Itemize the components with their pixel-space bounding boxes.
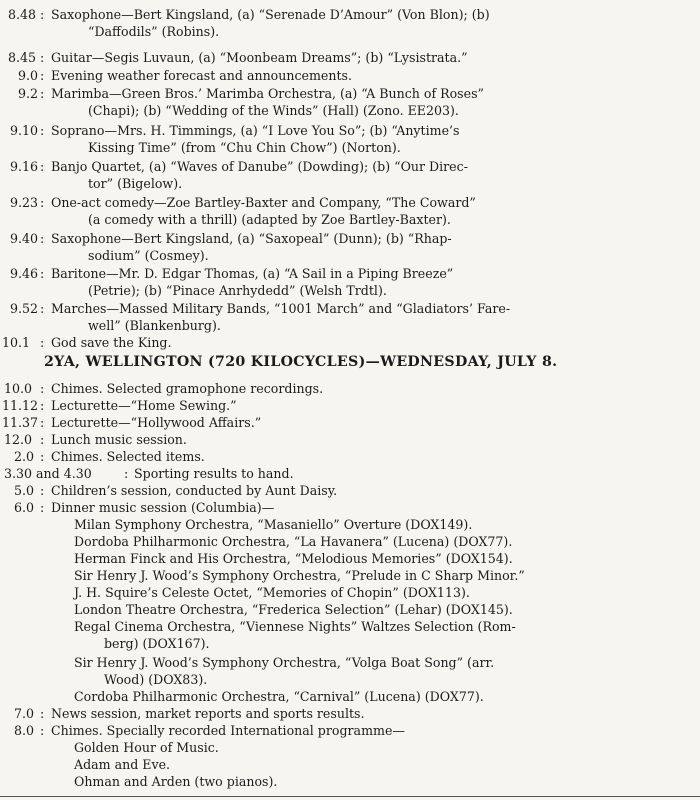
program-page: 8.48 : Saxophone—Bert Kingsland, (a) “Serenade D’Amour” (Von Blon); (b) “Daffodils” (Robins). 8.45 : Guitar—Segis Luvaun, (a) “Moonbeam Dreams”; (b) “Lysistrata.” 9.0 : Evening weather forecast and announcements. 9.2 : Marimba—Green Bros.’ Marimba Orchestra, (a) “A Bunch of Roses” (Chapi); (b) “Wedding of the Winds” (Hall) (Zono. EE203). 9.10 : Soprano—Mrs. H. Timmings, (a) “I Love You So”; (b) “Anytime’s Kissing Time” (from “Chu Chin Chow”) (Norton). 9.16 : Banjo Quartet, (a) “Waves of Danube” (Dowding); (b) “Our Direc- tor” (Bigelow). 9.23 : One-act comedy—Zoe Bartley-Baxter and Company, “The Coward” (a comedy with a thrill) (adapted by Zoe Bartley-Baxter). 9.40 : Saxophone—Bert Kingsland, (a) “Saxopeal” (Dunn); (b) “Rhap- sodium” (Cosmey). 9.46 : Baritone—Mr. D. Edgar Thomas, (a) “A Sail in a Piping Breeze” (Petrie); (b) “Pinace Anrhydedd” (Welsh Trdtl). 9.52 : Marches—Massed Military Bands, “1001 March” and “Gladiators’ Fare- well” (Blankenburg). 10.1 : God save the King. 2YA, WELLINGTON (720 KILOCYCLES)—WEDNESDAY, JULY 8. 10.0 : Chimes. Selected gramophone recordings. 11.12 : Lecturette—“Home Sewing.” 11.37 : Lecturette—“Hollywood Affairs.” 12.0 : Lunch music session. 2.0 : Chimes. Selected items. 3.30 and 4.30 : Sporting results to hand. 5.0 : Children’s session, conducted by Aunt Daisy. 6.0 : Dinner music session (Columbia)— Milan Symphony Orchestra, “Masaniello” Overture (DOX149). Dordoba Philharmonic Orchestra, “La Havanera” (Lucena) (DOX77). Herman Finck and His Orchestra, “Melodious Memories” (DOX154). Sir Henry J. Wood’s Symphony Orchestra, “Prelude in C Sharp Minor.” J. H. Squire’s Celeste Octet, “Memories of Chopin” (DOX113). London Theatre Orchestra, “Frederica Selection” (Lehar) (DOX145). Regal Cinema Orchestra, “Viennese Nights” Waltzes Selection (Rom- berg) (DOX167). Sir Henry J. Wood’s Symphony Orchestra, “Volga Boat Song” (arr. Wood) (DOX83). Cordoba Philharmonic Orchestra, “Carnival” (Lucena) (DOX77). 7.0 : News session, market reports and sports results. 8.0 : Chimes. Specially recorded International programme— Golden Hour of Music. Adam and Eve. Ohman and Arden (two pianos). (0, 0, 700, 800)
entry-text-cont: well” (Blankenburg). (88, 318, 221, 333)
entry-text: Marimba—Green Bros.’ Marimba Orchestra, (a) “A Bunch of Roses” (51, 86, 484, 101)
dinner-item: Milan Symphony Orchestra, “Masaniello” Overture (DOX149). (74, 517, 473, 532)
entry-text: Soprano—Mrs. H. Timmings, (a) “I Love You So”; (b) “Anytime’s (51, 123, 460, 138)
dinner-item: Regal Cinema Orchestra, “Viennese Nights” Waltzes Selection (Rom- (74, 619, 516, 634)
entry-text: Dinner music session (Columbia)— (51, 500, 275, 515)
entry-text: Chimes. Selected items. (51, 449, 205, 464)
dinner-item: Dordoba Philharmonic Orchestra, “La Havanera” (Lucena) (DOX77). (74, 534, 513, 549)
entry-text: Evening weather forecast and announcements. (51, 68, 353, 83)
station-heading: 2YA, WELLINGTON (720 KILOCYCLES)—WEDNESDAY, JULY 8. (44, 354, 558, 370)
entry-text-cont: “Daffodils” (Robins). (88, 24, 220, 39)
entry-time: 7.0 (14, 706, 35, 721)
entry-time: 2.0 (14, 449, 35, 464)
entry-text-cont: (Petrie); (b) “Pinace Anrhydedd” (Welsh Trdtl). (88, 283, 387, 298)
entry-time: 11.37 (2, 415, 39, 430)
entry-text-cont: Kissing Time” (from “Chu Chin Chow”) (Norton). (88, 140, 401, 155)
dinner-item: J. H. Squire’s Celeste Octet, “Memories of Chopin” (DOX113). (74, 585, 470, 600)
entry-time: 12.0 (4, 432, 33, 447)
entry-time: 10.1 (2, 335, 31, 350)
entry-text: Saxophone—Bert Kingsland, (a) “Saxopeal” (Dunn); (b) “Rhap- (51, 231, 452, 246)
entry-text: Chimes. Selected gramophone recordings. (51, 381, 324, 396)
entry-time: 9.10 (10, 123, 39, 138)
entry-time: 5.0 (14, 483, 35, 498)
entry-text: Lecturette—“Home Sewing.” (51, 398, 237, 413)
entry-text: Baritone—Mr. D. Edgar Thomas, (a) “A Sail in a Piping Breeze” (51, 266, 454, 281)
dinner-item: London Theatre Orchestra, “Frederica Selection” (Lehar) (DOX145). (74, 602, 513, 617)
entry-text: Lunch music session. (51, 432, 187, 447)
entry-time: 8.48 (8, 7, 37, 22)
entry-time: 9.23 (10, 195, 39, 210)
entry-text: Marches—Massed Military Bands, “1001 March” and “Gladiators’ Fare- (51, 301, 511, 316)
entry-time: 6.0 (14, 500, 35, 515)
entry-time: 8.45 (8, 50, 37, 65)
entry-time: 8.0 (14, 723, 35, 738)
dinner-item: Sir Henry J. Wood’s Symphony Orchestra, “Prelude in C Sharp Minor.” (74, 568, 525, 583)
international-item: Golden Hour of Music. (74, 740, 219, 755)
dinner-item: Herman Finck and His Orchestra, “Melodious Memories” (DOX154). (74, 551, 513, 566)
entry-text: Sporting results to hand. (134, 466, 294, 481)
entry-text: Guitar—Segis Luvaun, (a) “Moonbeam Dreams”; (b) “Lysistrata.” (51, 50, 468, 65)
entry-text: News session, market reports and sports results. (51, 706, 365, 721)
entry-text: Saxophone—Bert Kingsland, (a) “Serenade D’Amour” (Von Blon); (b) (51, 7, 490, 22)
entry-text-cont: (Chapi); (b) “Wedding of the Winds” (Hall) (Zono. EE203). (88, 103, 459, 118)
entry-text: Children’s session, conducted by Aunt Daisy. (51, 483, 338, 498)
entry-time: 9.16 (10, 159, 39, 174)
entry-time: 9.46 (10, 266, 39, 281)
entry-time: 9.52 (10, 301, 39, 316)
entry-text: Chimes. Specially recorded International programme— (51, 723, 405, 738)
entry-text: God save the King. (51, 335, 172, 350)
entry-time: 3.30 and 4.30 (4, 466, 92, 481)
dinner-item: Sir Henry J. Wood’s Symphony Orchestra, “Volga Boat Song” (arr. (74, 655, 495, 670)
international-item: Ohman and Arden (two pianos). (74, 774, 278, 789)
entry-time: 11.12 (2, 398, 39, 413)
entry-text-cont: tor” (Bigelow). (88, 176, 183, 191)
entry-time: 10.0 (4, 381, 33, 396)
entry-time: 9.40 (10, 231, 39, 246)
bottom-rule (0, 796, 700, 797)
entry-text: One-act comedy—Zoe Bartley-Baxter and Company, “The Coward” (51, 195, 476, 210)
international-item: Adam and Eve. (74, 757, 171, 772)
entry-text-cont: (a comedy with a thrill) (adapted by Zoe Bartley-Baxter). (88, 212, 451, 227)
entry-time: 9.0 (18, 68, 39, 83)
entry-text: Banjo Quartet, (a) “Waves of Danube” (Dowding); (b) “Our Direc- (51, 159, 468, 174)
entry-time: 9.2 (18, 86, 39, 101)
dinner-item-cont: berg) (DOX167). (104, 636, 210, 651)
entry-text: Lecturette—“Hollywood Affairs.” (51, 415, 262, 430)
dinner-item-cont: Wood) (DOX83). (104, 672, 208, 687)
entry-text-cont: sodium” (Cosmey). (88, 248, 209, 263)
dinner-item: Cordoba Philharmonic Orchestra, “Carnival” (Lucena) (DOX77). (74, 689, 484, 704)
